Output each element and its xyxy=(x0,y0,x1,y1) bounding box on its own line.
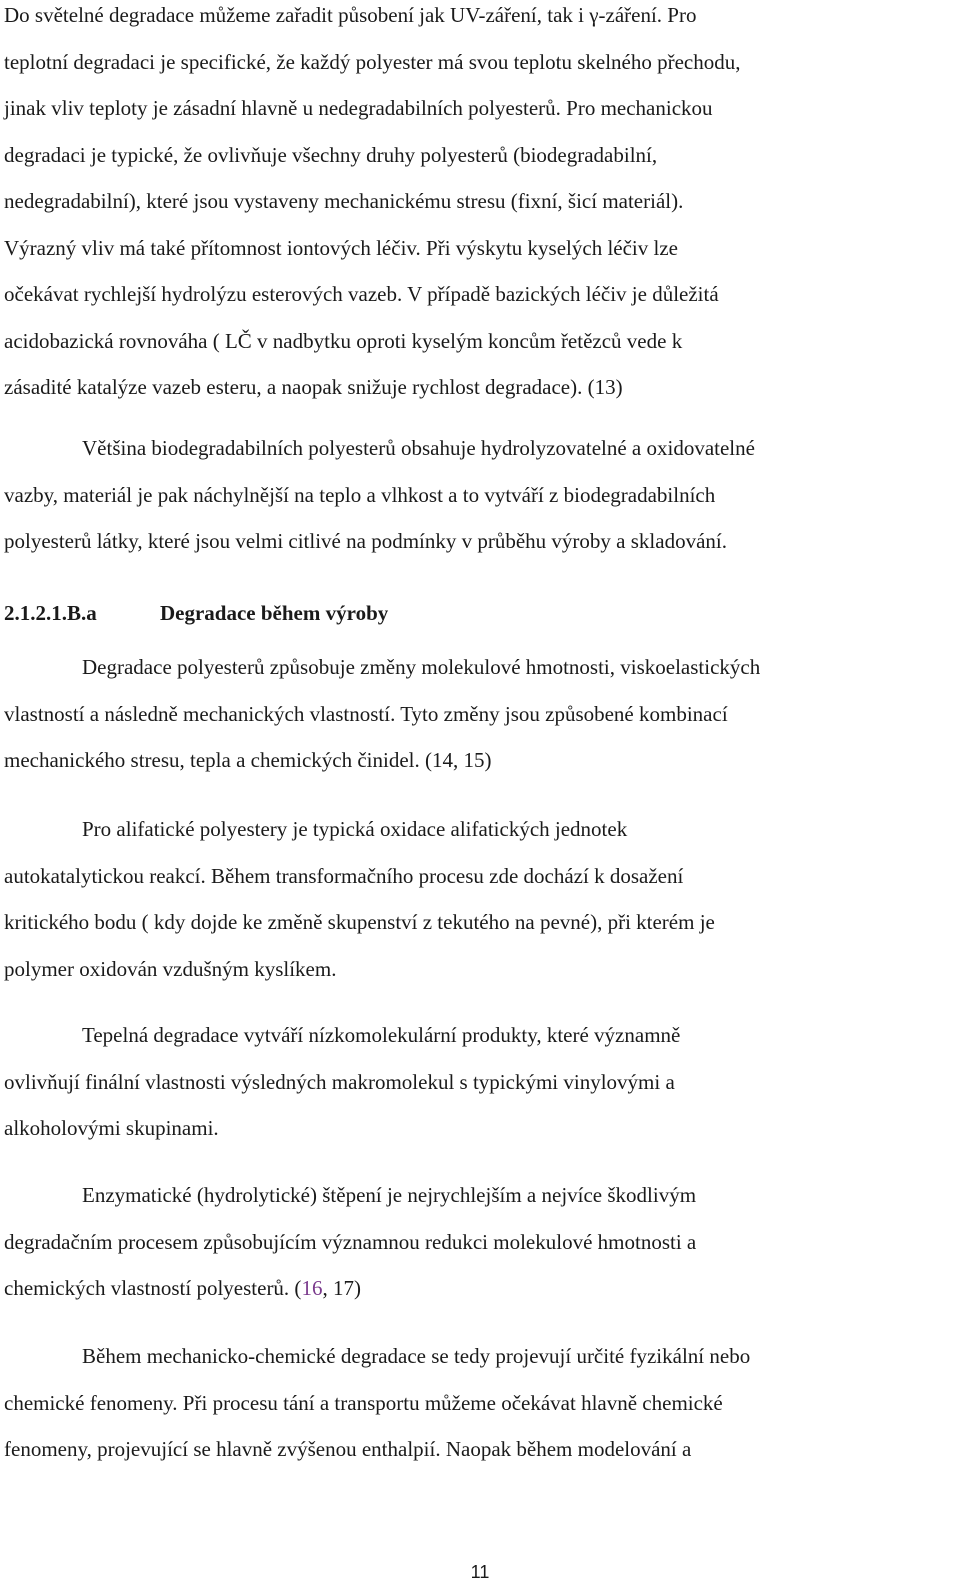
section-title: Degradace během výroby xyxy=(160,601,389,625)
paragraph-line: kritického bodu ( kdy dojde ke změně skupenství z tekutého na pevné), při kterém je xyxy=(4,910,715,934)
paragraph-thermal-degradation xyxy=(4,1012,946,1152)
paragraph-line: chemické fenomeny. Při procesu tání a transportu můžeme očekávat hlavně chemické xyxy=(4,1390,723,1415)
paragraph-line: Do světelné degradace můžeme zařadit působení jak UV-záření, tak i γ-záření. Pro xyxy=(4,3,697,27)
paragraph-line: Během mechanicko-chemické degradace se tedy projevují určité fyzikální nebo xyxy=(82,1344,751,1368)
paragraph-line: vlastností a následně mechanických vlastností. Tyto změny jsou způsobené kombinací xyxy=(4,701,728,726)
paragraph-line: Tepelná degradace vytváří nízkomolekulární produkty, které významně xyxy=(82,1023,681,1047)
paragraph-aliphatic-oxidation xyxy=(4,806,946,992)
paragraph-line: Degradace polyesterů způsobuje změny molekulové hmotnosti, viskoelastických xyxy=(82,655,761,679)
paragraph-line: teplotní degradaci je specifické, že každý polyester má svou teplotu skelného přechodu, xyxy=(4,49,741,74)
page-number: 11 xyxy=(470,1562,490,1582)
paragraph-line: autokatalytickou reakcí. Během transformačního procesu zde dochází k dosažení xyxy=(4,863,684,888)
paragraph-line: zásadité katalýze vazeb esteru, a naopak snižuje rychlost degradace). (13) xyxy=(4,375,623,399)
paragraph-line: Pro alifatické polyestery je typická oxidace alifatických jednotek xyxy=(82,817,628,841)
paragraph-line: fenomeny, projevující se hlavně zvýšenou enthalpií. Naopak během modelování a xyxy=(4,1437,692,1461)
paragraph-line: acidobazická rovnováha ( LČ v nadbytku oproti kyselým koncům řetězců vede k xyxy=(4,328,683,353)
paragraph-biodegradable-polyesters xyxy=(4,425,946,565)
paragraph-degradation-effects xyxy=(4,644,946,784)
paragraph-line: jinak vliv teploty je zásadní hlavně u nedegradabilních polyesterů. Pro mechanickou xyxy=(4,96,713,120)
paragraph-line-with-reference xyxy=(4,1265,946,1312)
paragraph-line: polymer oxidován vzdušným kyslíkem. xyxy=(4,956,337,981)
paragraph-line: degradaci je typické, že ovlivňuje všechny druhy polyesterů (biodegradabilní, xyxy=(4,142,658,167)
reference-link-16[interactable]: 16 xyxy=(301,1276,323,1300)
section-heading xyxy=(4,590,388,637)
paragraph-line: ovlivňují finální vlastnosti výsledných makromolekul s typickými vinylovými a xyxy=(4,1069,675,1094)
paragraph-line: polyesterů látky, které jsou velmi citlivé na podmínky v průběhu výroby a skladování. xyxy=(4,529,727,553)
paragraph-line: mechanického stresu, tepla a chemických činidel. (14, 15) xyxy=(4,748,492,772)
paragraph-line: Výrazný vliv má také přítomnost iontových léčiv. Při výskytu kyselých léčiv lze xyxy=(4,235,678,260)
reference-suffix: , 17) xyxy=(322,1276,361,1300)
paragraph-mechanochemical-degradation xyxy=(4,1333,946,1473)
paragraph-line: Enzymatické (hydrolytické) štěpení je nejrychlejším a nejvíce škodlivým xyxy=(82,1183,697,1207)
paragraph-line: Většina biodegradabilních polyesterů obsahuje hydrolyzovatelné a oxidovatelné xyxy=(82,436,755,460)
section-number: 2.1.2.1.B.a xyxy=(4,601,97,625)
paragraph-light-thermal-mechanical-degradation xyxy=(4,0,946,411)
paragraph-line: vazby, materiál je pak náchylnější na teplo a vlhkost a to vytváří z biodegradabilních xyxy=(4,482,716,507)
paragraph-line: očekávat rychlejší hydrolýzu esterových vazeb. V případě bazických léčiv je důležitá xyxy=(4,282,719,306)
reference-prefix: chemických vlastností polyesterů. ( xyxy=(4,1276,302,1300)
paragraph-enzymatic-cleavage xyxy=(4,1172,946,1312)
paragraph-line: degradačním procesem způsobujícím významnou redukci molekulové hmotnosti a xyxy=(4,1229,697,1254)
paragraph-line: nedegradabilní), které jsou vystaveny mechanickému stresu (fixní, šicí materiál). xyxy=(4,189,684,213)
paragraph-line: alkoholovými skupinami. xyxy=(4,1116,219,1140)
